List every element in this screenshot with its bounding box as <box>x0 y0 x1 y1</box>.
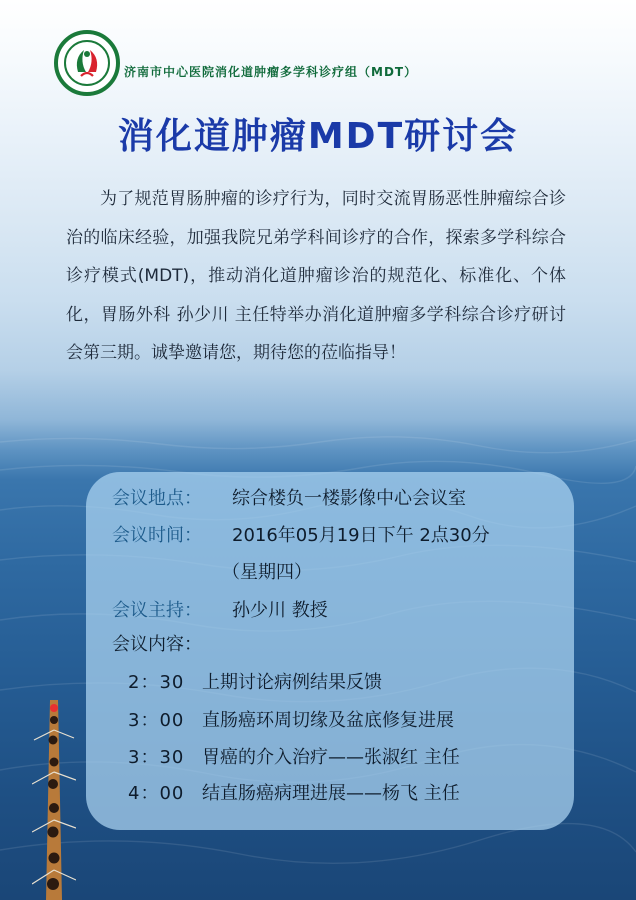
agenda-topic: 上期讨论病例结果反馈 <box>202 672 382 693</box>
agenda-item <box>128 668 382 694</box>
agenda-time: 3：30 <box>128 747 185 768</box>
header <box>54 28 417 98</box>
meeting-host-value: 孙少川 教授 <box>232 600 328 621</box>
agenda-time: 3：00 <box>128 710 185 731</box>
agenda-topic: 胃癌的介入治疗——张淑红 主任 <box>202 747 460 768</box>
agenda-item <box>128 706 454 732</box>
rowing-boat-image <box>32 700 76 900</box>
agenda-topic: 直肠癌环周切缘及盆底修复进展 <box>202 710 454 731</box>
meeting-location-value: 综合楼负一楼影像中心会议室 <box>232 488 466 509</box>
hospital-group-name: 济南市中心医院消化道肿瘤多学科诊疗组（MDT） <box>124 64 418 79</box>
agenda-time: 4：00 <box>128 783 185 804</box>
meeting-location-label: 会议地点： <box>112 488 202 509</box>
meeting-host-row <box>112 596 328 622</box>
agenda-item <box>128 779 460 805</box>
agenda-item <box>128 743 460 769</box>
meeting-time-label: 会议时间： <box>112 525 202 546</box>
meeting-weekday: （星期四） <box>222 562 312 583</box>
agenda-topic: 结直肠癌病理进展——杨飞 主任 <box>202 783 460 804</box>
meeting-time-row <box>112 521 490 547</box>
meeting-time-value: 2016年05月19日下午 2点30分 <box>232 525 490 546</box>
meeting-content-label: 会议内容： <box>112 634 202 655</box>
agenda-time: 2：30 <box>128 672 185 693</box>
meeting-host-label: 会议主持： <box>112 600 202 621</box>
meeting-location-row <box>112 484 466 510</box>
intro-paragraph: 为了规范胃肠肿瘤的诊疗行为，同时交流胃肠恶性肿瘤综合诊治的临床经验，加强我院兄弟学科间诊疗的合作，探索多学科综合诊疗模式(MDT)，推动消化道肿瘤诊治的规范化、标准化、个体化，胃肠外科 孙少川 主任特举办消化道肿瘤多学科综合诊疗研讨会第三期。诚挚邀请您，期待您的莅临指导！ <box>66 189 566 363</box>
hospital-logo-icon <box>54 30 120 96</box>
page-title: 消化道肿瘤MDT研讨会 <box>117 116 519 157</box>
